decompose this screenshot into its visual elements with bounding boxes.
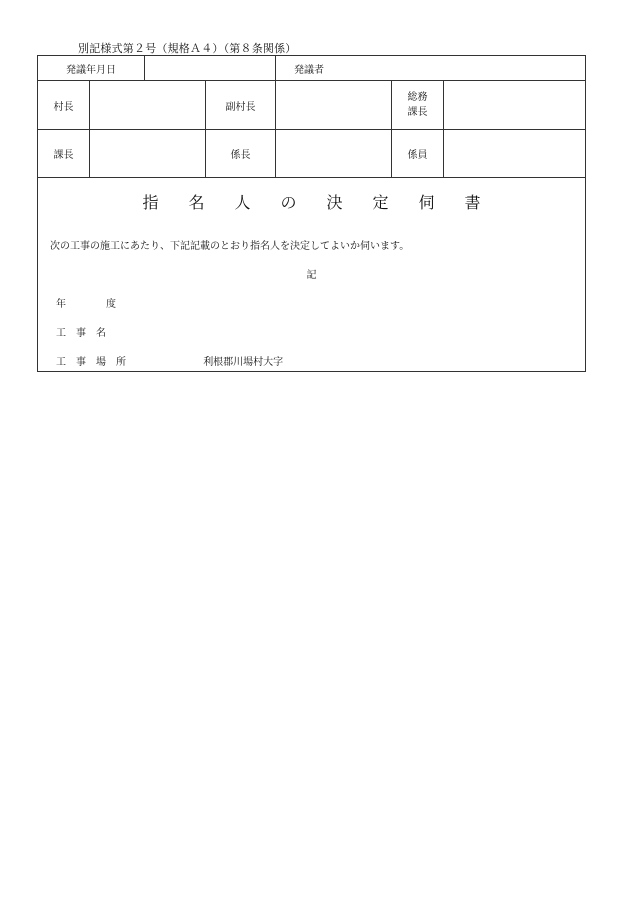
title-char: 伺: [418, 193, 435, 212]
work-place-field: [56, 353, 283, 368]
initiation-date-label: 発議年月日: [38, 56, 145, 80]
work-name-field: [56, 324, 106, 339]
general-affairs-line2: 課長: [407, 107, 428, 118]
title-char: 指: [142, 193, 159, 212]
title-char: 定: [372, 193, 389, 212]
deputy-mayor-stamp-field[interactable]: [276, 81, 392, 129]
intro-text: 次の工事の施工にあたり、下記記載のとおり指名人を決定してよいか伺います。: [50, 241, 410, 252]
approval-row-executives: [38, 81, 585, 130]
initiator-label: 発議者: [294, 64, 324, 76]
approval-row-staff: [38, 130, 585, 178]
mayor-label: 村長: [38, 81, 90, 129]
mayor-stamp-field[interactable]: [90, 81, 206, 129]
section-chief-label: 課長: [38, 130, 90, 177]
subsection-chief-label: 係長: [206, 130, 276, 177]
title-char: の: [280, 193, 297, 212]
section-chief-stamp-field[interactable]: [90, 130, 206, 177]
staff-label: 係員: [392, 130, 444, 177]
staff-stamp-field[interactable]: [444, 130, 587, 177]
title-char: 人: [234, 193, 251, 212]
title-char: 決: [326, 193, 343, 212]
form-caption: 別記様式第２号（規格Ａ４）（第８条関係）: [78, 42, 297, 55]
work-place-value: 利根郡川場村大字: [203, 357, 284, 368]
initiation-date-field[interactable]: [145, 56, 276, 80]
subsection-chief-stamp-field[interactable]: [276, 130, 392, 177]
fiscal-year-field: [56, 295, 116, 310]
deputy-mayor-label: 副村長: [206, 81, 276, 129]
initiation-row: [38, 56, 585, 81]
document-title: [38, 190, 585, 213]
general-affairs-chief-label: [392, 81, 444, 129]
general-affairs-line1: 総務: [407, 92, 428, 103]
title-char: 書: [464, 193, 481, 212]
work-name-label: 工 事 名: [56, 328, 106, 339]
approval-form: [37, 55, 586, 372]
ki-heading: 記: [306, 270, 317, 281]
document-body: [38, 178, 585, 371]
fiscal-year-label: 年 度: [56, 299, 116, 310]
title-char: 名: [188, 193, 205, 212]
general-affairs-chief-stamp-field[interactable]: [444, 81, 587, 129]
work-place-label: 工 事 場 所: [56, 357, 126, 368]
